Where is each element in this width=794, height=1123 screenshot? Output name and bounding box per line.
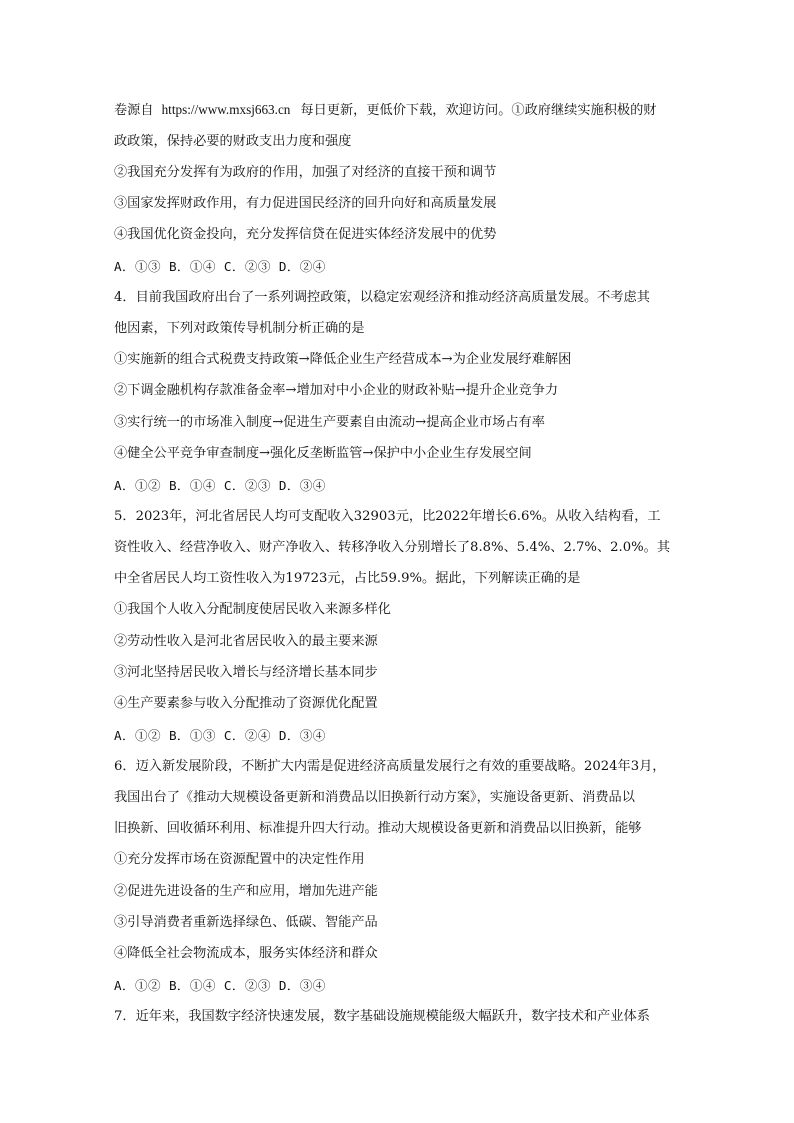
promo-text: 每日更新，更低价下载，欢迎访问。: [300, 103, 512, 118]
statement-line: ③河北坚持居民收入增长与经济增长基本同步: [114, 665, 378, 680]
statement-line: ④降低全社会物流成本，服务实体经济和群众: [114, 946, 378, 961]
question-5-stem: 5．2023年，河北省居民人均可支配收入32903元，比2022年增长6.6%。从收入结构看，工: [114, 509, 661, 524]
statement-line: ②促进先进设备的生产和应用，增加先进产能: [114, 884, 378, 899]
statement-line: ④健全公平竞争审查制度→强化反垄断监管→保护中小企业生存发展空间: [114, 446, 532, 461]
question-5-stem-cont: 资性收入、经营净收入、财产净收入、转移净收入分别增长了8.8%、5.4%、2.7%、2.0%。其: [114, 540, 671, 555]
statement-line: ②下调金融机构存款准备金率→增加对中小企业的财政补贴→提升企业竞争力: [114, 383, 559, 398]
question-4-stem-cont: 他因素，下列对政策传导机制分析正确的是: [114, 321, 365, 336]
statement-line: ①实施新的组合式税费支持政策→降低企业生产经营成本→为企业发展纾难解困: [114, 352, 572, 367]
statement-line: ④我国优化资金投向，充分发挥信贷在促进实体经济发展中的优势: [114, 227, 497, 242]
statement-line: ③实行统一的市场准入制度→促进生产要素自由流动→提高企业市场占有率: [114, 415, 545, 430]
question-6-stem-cont: 旧换新、回收循环利用、标准提升四大行动。推动大规模设备更新和消费品以旧换新，能够: [114, 821, 642, 836]
answer-options: A．①② B．①④ C．②③ D．③④: [114, 478, 326, 493]
statement-line: ③国家发挥财政作用，有力促进国民经济的回升向好和高质量发展: [114, 196, 497, 211]
statement-line: ④生产要素参与收入分配推动了资源优化配置: [114, 696, 378, 711]
statement-line: ②我国充分发挥有为政府的作用，加强了对经济的直接干预和调节: [114, 165, 497, 180]
question-text-line: 政政策，保持必要的财政支出力度和强度: [114, 134, 352, 149]
statement-line: ①我国个人收入分配制度使居民收入来源多样化: [114, 602, 391, 617]
header-line: [114, 100, 680, 120]
continuation-text: ①政府继续实施积极的财: [511, 103, 657, 118]
answer-options: A．①③ B．①④ C．②③ D．②④: [114, 259, 326, 274]
answer-options: A．①② B．①④ C．②③ D．③④: [114, 978, 326, 993]
statement-line: ③引导消费者重新选择绿色、低碳、智能产品: [114, 915, 378, 930]
question-6-stem-cont: 我国出台了《推动大规模设备更新和消费品以旧换新行动方案》，实施设备更新、消费品以: [114, 790, 635, 805]
source-url[interactable]: https://www.mxsj663.cn: [161, 102, 291, 117]
question-4-stem: 4．目前我国政府出台了一系列调控政策，以稳定宏观经济和推动经济高质量发展。不考虑其: [114, 290, 650, 305]
statement-line: ②劳动性收入是河北省居民收入的最主要来源: [114, 634, 378, 649]
question-7-stem: 7．近年来，我国数字经济快速发展，数字基础设施规模能级大幅跃升，数字技术和产业体系: [114, 1009, 650, 1024]
source-label: 卷源自: [114, 103, 154, 118]
question-6-stem: 6．迈入新发展阶段，不断扩大内需是促进经济高质量发展行之有效的重要战略。2024年3月，: [114, 759, 666, 774]
question-5-stem-cont: 中全省居民人均工资性收入为19723元，占比59.9%。据此，下列解读正确的是: [114, 571, 581, 586]
answer-options: A．①② B．①③ C．②④ D．③④: [114, 728, 326, 743]
statement-line: ①充分发挥市场在资源配置中的决定性作用: [114, 852, 365, 867]
